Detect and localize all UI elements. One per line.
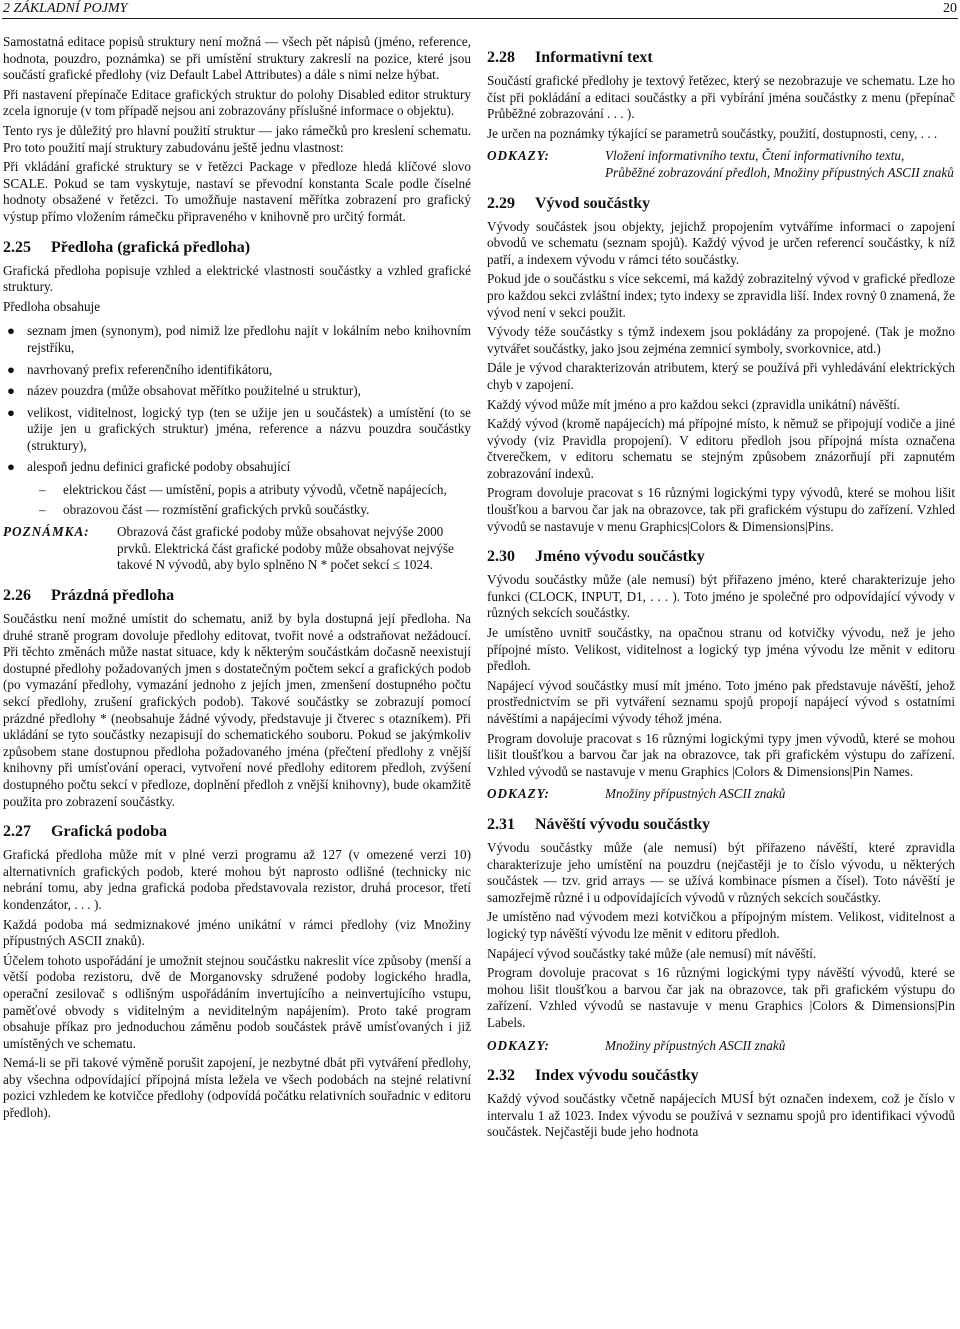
paragraph: Vývodu součástky může (ale nemusí) být přiřazeno jméno, které charakterizuje jeho funkci (CLOCK, INPUT, D1, . . . ). Toto jméno je společné pro odpovídající vývody v různých sekcích součástky.: [487, 572, 955, 621]
paragraph: Samostatná editace popisů struktury není možná — všech pět nápisů (jméno, reference, hodnota, pouzdro, poznámka) se při umístění struktury zakreslí na pozice, které jsou součástí grafické předlohy (viz Default Label Attributes) a dále s nimi nelze hýbat.: [3, 34, 471, 83]
section-title: Informativní text: [535, 49, 653, 66]
paragraph: Pokud jde o součástku s více sekcemi, má každý zobrazitelný vývod v grafické předloze pro každou sekci zvláštní index; tyto indexy se zpravidla liší. Index rovný 0 znamená, že vývod není v sekci použit.: [487, 271, 956, 320]
paragraph: Každý vývod (kromě napájecích) má přípojné místo, k němuž se připojují vodiče a jiné vývody (viz Pravidla propojení). V editoru předloh jsou přípojná místa označena čtverečkem, v editoru schematu se stejným způsobem znázorňují při zapnutém zobrazování indexů.: [487, 416, 955, 481]
bullet-icon: ●: [7, 459, 15, 475]
paragraph: Je umístěno uvnitř součástky, na opačnou stranu od kotvičky vývodu, než je jeho přípojné místo. Velikost, viditelnost a logický typ jména vývodu lze měnit v editoru předloh.: [487, 625, 955, 674]
note-block: [3, 524, 471, 574]
section-heading-2-30: [487, 547, 955, 566]
list-item-text: seznam jmen (synonym), pod nimiž lze předlohu najít v lokálním nebo knihovním rejstříku,: [27, 323, 471, 355]
paragraph: Program dovoluje pracovat s 16 různými logickými typy vývodů, které se mohou lišit tloušťkou a barvou čar jak na obrazovce, tak při grafickém výstupu do zařízení. Vzhled vývodů se nastavuje v menu Graphics|Colors & Dimensions|Pins.: [487, 485, 955, 534]
paragraph: Vývody součástek jsou objekty, jejichž propojením vytváříme informaci o zapojení obvodů ve schematu (seznam spojů). Každý vývod je určen referencí součástky, k níž patří, a indexem vývodu v rámci této součástky.: [487, 218, 955, 267]
section-number: 2.25: [3, 238, 31, 256]
references-block: [487, 786, 955, 803]
section-number: 2.31: [487, 815, 515, 833]
section-heading-2-25: [3, 238, 471, 257]
section-number: 2.30: [487, 548, 515, 566]
list-item-text: alespoň jednu definici grafické podoby obsahující: [27, 459, 291, 475]
section-title: Jméno vývodu součástky: [535, 548, 705, 566]
paragraph: Každý vývod součástky včetně napájecích MUSÍ být označen indexem, což je číslo v intervalu 1 až 1023. Index vývodu se používá v seznamu spojů pro identifikaci vývodů součástek. Nejčastěji bude jeho hodnota: [487, 1091, 955, 1140]
bullet-icon: ●: [7, 361, 15, 377]
list-item: [3, 383, 471, 400]
list-item: [27, 482, 471, 499]
section-heading-2-31: [487, 815, 955, 834]
section-heading-2-32: [487, 1066, 955, 1085]
section-number: 2.27: [3, 823, 31, 841]
section-title: Návěští vývodu součástky: [535, 815, 711, 833]
references-block: [487, 148, 955, 181]
paragraph: Je umístěno nad vývodem mezi kotvičkou a přípojným místem. Velikost, viditelnost a logický typ návěští vývodu lze měnit v editoru předloh.: [487, 909, 955, 941]
section-title: Index vývodu součástky: [535, 1067, 699, 1085]
paragraph: Vývodu součástky může (ale nemusí) být přiřazeno návěští, které zpravidla charakterizuje jeho umístění na pouzdru (nejčastěji je to číslo vývodu, u některých součástek — tzv. grid arrays — se užívá kombinace písmen a čísel). Toto návěští je samozřejmě různé i u odpovídajících vývodů v různých sekcích součástky.: [487, 839, 955, 905]
section-heading-2-26: [3, 586, 471, 605]
section-number: 2.29: [487, 194, 515, 212]
paragraph: Předloha obsahuje: [3, 298, 101, 314]
references-text: Množiny přípustných ASCII znaků: [605, 1037, 786, 1053]
paragraph: Vývody téže součástky s týmž indexem jsou pokládány za propojené. (Tak je možno vytvářet součástky, jako jsou zejména zemnicí symboly, svorkovnice, atd.): [487, 324, 955, 356]
section-title: Vývod součástky: [535, 194, 651, 212]
paragraph: Grafická předloha popisuje vzhled a elektrické vlastnosti součástky a vzhled grafické struktury.: [3, 262, 471, 295]
page-number: 20: [943, 1, 957, 16]
references-label: ODKAZY:: [487, 786, 550, 802]
paragraph: Součástí grafické předlohy je textový řetězec, který se nezobrazuje ve schematu. Lze ho číst při pokládání a editaci součástky a při vybírání jména součástky z menu (přepínač Průběžné zobrazování . . . ).: [487, 73, 955, 122]
paragraph: Program dovoluje pracovat s 16 různými logickými typy návěští vývodů, které se mohou lišit tloušťkou a barvou čar jak na obrazovce, tak při grafickém výstupu do zařízení. Vzhled vývodů se nastavuje v menu Graphics |Colors & Dimensions|Pin Labels.: [487, 965, 955, 1030]
header-rule: [2, 18, 958, 19]
dash-icon: –: [39, 501, 46, 517]
note-label: POZNÁMKA:: [3, 524, 90, 540]
section-number: 2.26: [3, 587, 31, 605]
paragraph: Napájecí vývod součástky musí mít jméno. Toto jméno pak představuje návěští, jehož prostřednictvím se při vytváření seznamu spojů propojí napájecí vývod s ostatními návěštími a napájecími vývody téhož jména.: [487, 677, 955, 726]
right-column: [487, 34, 955, 1144]
section-title: Grafická podoba: [51, 823, 168, 841]
note-text: Obrazová část grafické podoby může obsahovat nejvýše 2000 prvků. Elektrická část grafické podoby může obsahovat nejvýše takové N vývodů, aby bylo splněno N * počet sekcí ≤ 1024.: [117, 524, 454, 573]
section-heading-2-28: [487, 48, 955, 67]
dash-icon: –: [39, 482, 46, 498]
bullet-icon: ●: [7, 404, 15, 420]
paragraph: Účelem tohoto uspořádání je umožnit stejnou součástku nakreslit více způsoby (menší a větší podoba rezistoru, dvě de Morganovsky sdružené podoby logického hradla, operační zesilovač s odlišným uspořádáním invertujícího a neinvertujícího vstupu, paměťové obvody s viditelným a neviditelným napájením). Proto také program obsahuje příkaz pro jednoduchou záměnu podob součástek právě umísťovaných i již umístěných ve schematu.: [3, 952, 471, 1051]
left-column: [3, 34, 471, 1125]
page-header: [3, 0, 957, 18]
references-text: Vložení informativního textu, Čtení informativního textu, Průběžné zobrazování předloh, Množiny přípustných ASCII znaků: [605, 148, 954, 180]
list-item-text: elektrickou část — umístění, popis a atributy vývodů, včetně napájecích,: [63, 482, 447, 498]
list-item-text: navrhovaný prefix referenčního identifikátoru,: [27, 361, 273, 377]
section-number: 2.28: [487, 49, 515, 66]
chapter-title: 2 ZÁKLADNÍ POJMY: [3, 1, 128, 16]
references-label: ODKAZY:: [487, 1037, 550, 1053]
list-item: [3, 323, 471, 356]
paragraph: Každá podoba má sedmiznakové jméno unikátní v rámci předlohy (viz Množiny přípustných ASCII znaků).: [3, 916, 471, 949]
paragraph: Nemá-li se při takové výměně porušit zapojení, je nezbytné dbát při vytváření předlohy, aby všechna odpovídající přípojná místa ležela ve všech podobách na stejné relativní pozici vzhledem ke kotvičce předlohy (odpovídá počátku relativních souřadnic v editoru předloh).: [3, 1055, 471, 1121]
list-item: [27, 502, 471, 519]
paragraph: Součástku není možné umístit do schematu, aniž by byla dostupná její předloha. Na druhé straně program dovoluje předlohy editovat, tvořit nové a odstraňovat nežádoucí. Při těchto změnách může nastat situace, kdy k některým součástkám dočasně neexistují dostupné předlohy požadovaných jmen s dostatečným počtem sekcí a grafických podob (po vymazání předlohy, vymazání jednoho z jejích jmen, zmenšení dostupného počtu sekcí předlohy, zrušení grafických podob). Takové součástky se zobrazují pomocí prázdné předlohy * (neobsahuje žádné vývody, představuje ji čtverec s otazníkem). Při ukládání se tyto součástky nezapisují do schematického souboru. Pokud se jakýmkoliv způsobem stane dostupnou předloha požadovaného jména (přečtení předlohy z vnější knihovny při umísťování operaci, vytvoření nové předlohy editorem předloh, zvýšení dostupného počtu sekcí v předloze, doplnění předloh z vnější knihovny), bude okamžitě použita pro zobrazení součástky.: [3, 611, 471, 809]
list-item-text: obrazovou část — rozmístění grafických prvků součástky.: [63, 501, 370, 517]
references-label: ODKAZY:: [487, 148, 550, 164]
paragraph: Při vkládání grafické struktury se v řetězci Package v předloze hledá klíčové slovo SCALE. Pokud se tam vyskytuje, nastaví se převodní konstanta Scale podle číselné hodnoty obsažené v řetězci. To umožňuje nastavení měřítka zobrazení pro grafický výstup přímo vložením rámečku připraveného v knihovně pro určitý formát.: [3, 159, 471, 224]
list-item-text: název pouzdra (může obsahovat měřítko použitelné u struktur),: [27, 383, 361, 399]
paragraph: Je určen na poznámky týkající se parametrů součástky, použití, dostupnosti, ceny, . . .: [487, 125, 938, 141]
paragraph: Každý vývod může mít jméno a pro každou sekci (zpravidla unikátní) návěští.: [487, 396, 901, 412]
list-item: [3, 405, 471, 455]
list-item: [3, 459, 471, 476]
list-item-text: velikost, viditelnost, logický typ (ten se užije jen u součástek) a umístění (to se užije jen u grafických struktur) jména, reference a názvu pouzdra součástky (struktury),: [27, 404, 471, 453]
references-block: [487, 1038, 955, 1055]
paragraph: Grafická předloha může mít v plné verzi programu až 127 (v omezené verzi 10) alternativních grafických podob, které mohou být naprosto odlišné (technicky nic nebrání tomu, aby jedna grafická podoba představovala rezistor, druhá procesor, třetí kondenzátor, . . . ).: [3, 847, 471, 912]
bullet-list: [3, 323, 471, 476]
paragraph: Program dovoluje pracovat s 16 různými logickými typy jmen vývodů, které se mohou lišit tloušťkou a barvou čar jak na obrazovce, tak při grafickém výstupu do zařízení. Vzhled vývodů se nastavuje v menu Graphics |Colors & Dimensions|Pin Names.: [487, 730, 955, 779]
dash-list: [27, 482, 471, 518]
paragraph: Napájecí vývod součástky také může (ale nemusí) mít návěští.: [487, 945, 817, 961]
paragraph: Při nastavení přepínače Editace grafických struktur do polohy Disabled editor struktury zcela ignoruje (v tom případě nejsou ani zobrazovány příslušné informace o objektu).: [3, 86, 471, 119]
references-text: Množiny přípustných ASCII znaků: [605, 786, 786, 802]
bullet-icon: ●: [7, 383, 15, 399]
section-heading-2-29: [487, 194, 955, 213]
paragraph: Dále je vývod charakterizován atributem, který se používá při vyhledávání elektrických chyb v zapojení.: [487, 360, 955, 392]
section-title: Předloha (grafická předloha): [51, 238, 251, 256]
paragraph: Tento rys je důležitý pro hlavní použití struktur — jako rámečků pro kreslení schematu. Pro toto použití mají struktury zabudovánu ještě jednu vlastnost:: [3, 122, 471, 155]
section-title: Prázdná předloha: [51, 587, 175, 605]
bullet-icon: ●: [7, 323, 15, 339]
section-heading-2-27: [3, 822, 471, 841]
list-item: [3, 362, 471, 379]
section-number: 2.32: [487, 1067, 515, 1085]
